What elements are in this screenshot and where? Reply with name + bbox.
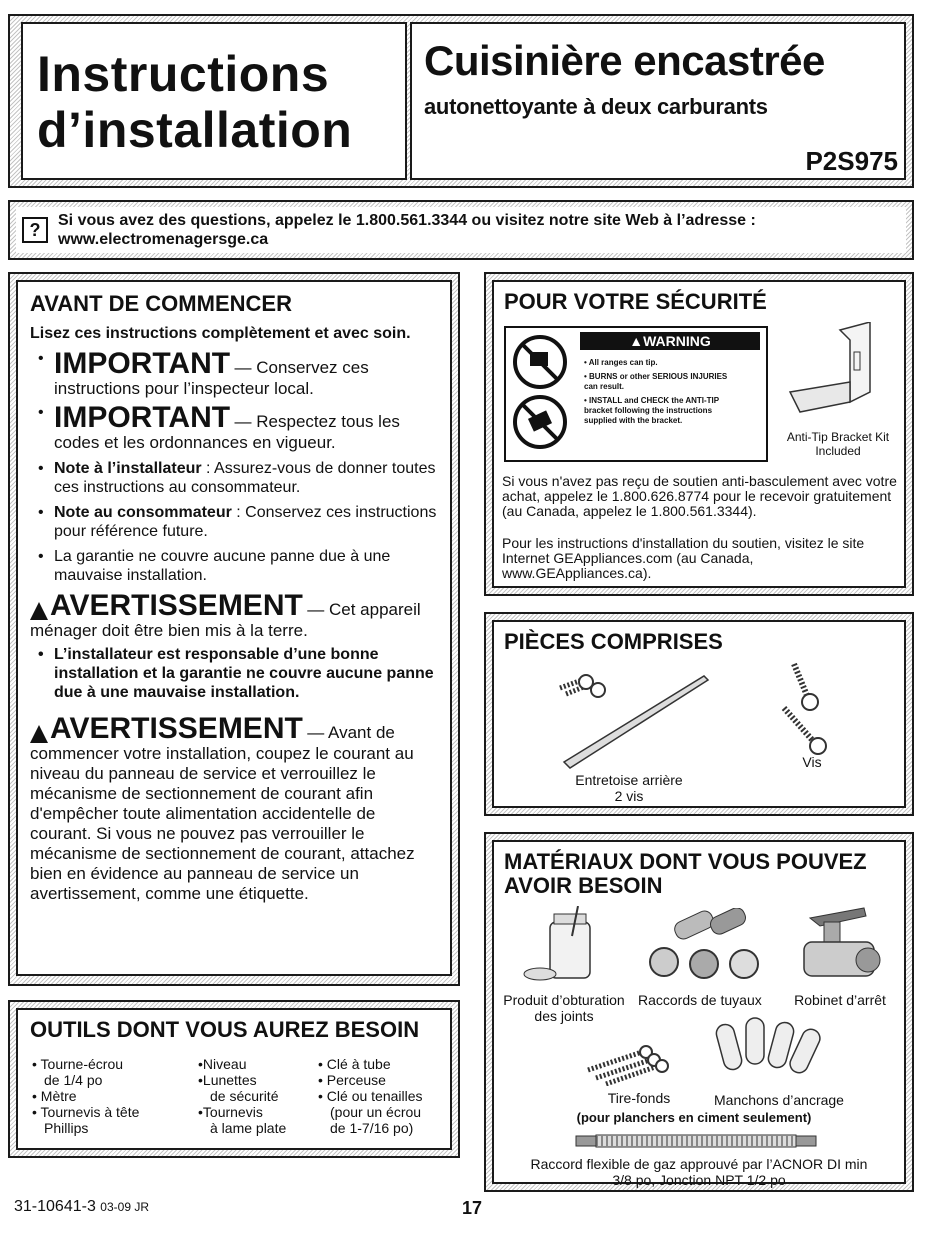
tool-item: • Mètre [32, 1088, 77, 1104]
important-note-2 [30, 403, 438, 453]
page-number: 17 [462, 1198, 483, 1218]
parts-included-panel [484, 612, 914, 816]
document-title: Instructions d’installation [37, 46, 353, 158]
warning-2 [30, 714, 438, 904]
tool-item: • Clé ou tenailles [318, 1088, 423, 1104]
tool-item: de 1/4 po [44, 1072, 103, 1088]
materials-panel [484, 832, 914, 1192]
important-word: IMPORTANT [54, 347, 231, 380]
tools-column-3 [318, 1056, 423, 1136]
installer-note-label: Note à l’installateur [54, 460, 202, 477]
tool-item: • Perceuse [318, 1072, 386, 1088]
warning-items [584, 358, 734, 426]
question-bar [8, 200, 914, 260]
question-icon: ? [22, 217, 48, 243]
product-box [410, 22, 906, 180]
warning-text: — Cet appareil ménager doit être bien mis à la terre. [30, 600, 421, 640]
tool-item: • Tournevis à tête [32, 1104, 140, 1120]
warning-item: • BURNS or other SERIOUS INJURIES can result. [584, 372, 728, 391]
product-name: Cuisinière encastrée [424, 37, 825, 84]
tools-panel [8, 1000, 460, 1158]
before-you-begin-panel [8, 272, 460, 986]
before-you-begin-content [16, 280, 452, 976]
safety-text-2: Pour les instructions d'installation du soutien, visitez le site Internet GEAppliances.com (au Canada, www.GEAppliances.ca). [502, 535, 865, 581]
section-title: AVANT DE COMMENCER [30, 291, 292, 316]
warning-word: AVERTISSEMENT [50, 712, 303, 745]
warning-triangle-icon [30, 725, 48, 743]
safety-text-1: Si vous n'avez pas reçu de soutien anti-basculement avec votre achat, appelez le 1.800.626.8774 pour le recevoir gratuitement (au Canada, appelez le 1.800.561.3344). [502, 473, 897, 519]
important-text: — Respectez tous les codes et les ordonnances en vigueur. [54, 412, 400, 452]
pipe-fittings-icon [634, 908, 774, 988]
anchor-sleeves-icon [712, 1014, 822, 1090]
consumer-note-label: Note au consommateur [54, 504, 232, 521]
header-box [8, 14, 914, 188]
intro-text: Lisez ces instructions complètement et avec soin. [30, 325, 411, 342]
installer-note-text: : Assurez-vous de donner toutes ces instructions au consommateur. [54, 460, 436, 496]
warning-triangle-icon: ▲ [629, 333, 644, 349]
warning-item: • All ranges can tip. [584, 358, 658, 367]
important-text: — Conservez ces instructions pour l’inspecteur local. [54, 358, 369, 398]
warning-word: AVERTISSEMENT [50, 589, 303, 622]
tools-content [16, 1008, 452, 1150]
bracket-caption: Anti-Tip Bracket Kit Included [786, 430, 890, 458]
shutoff-valve-icon [794, 906, 884, 990]
model-number: P2S975 [805, 146, 898, 176]
tool-item: de 1-7/16 po) [330, 1120, 414, 1136]
spacer-caption: Entretoise arrière [575, 772, 683, 788]
lag-screws-icon [582, 1026, 682, 1086]
safety-panel [484, 272, 914, 596]
warning-text: — Avant de commencer votre installation, coupez le courant au niveau du panneau de service et verrouillez le mécanisme de sectionnement de courant afin d'empêcher toute alimentation accidentelle de courant. Si vous ne pouvez pas verrouiller le mécanisme de sectionnement de courant, attachez bien en évidence au panneau de service un avertissement, comme une étiquette. [30, 723, 415, 903]
gas-connector-caption: Raccord flexible de gaz approuvé par l’ACNOR DI min 3/8 po, Jonction NPT 1/2 po [530, 1156, 868, 1188]
sealant-jar-icon [522, 906, 602, 986]
document-date: 03-09 JR [100, 1200, 149, 1214]
warranty-note: • La garantie ne couvre aucune panne due à une mauvaise installation. [30, 547, 438, 585]
tool-item: • Tourne-écrou [32, 1056, 124, 1072]
question-text: Si vous avez des questions, appelez le 1.800.561.3344 ou visitez notre site Web à l’adresse : www.electromenagersge.ca [58, 212, 756, 248]
warning-label-text: WARNING [643, 333, 711, 349]
sealant-caption: Produit d’obturation des joints [503, 992, 625, 1024]
important-word: IMPORTANT [54, 401, 231, 434]
lag-screws-caption: Tire-fonds [607, 1090, 671, 1106]
spacer-caption-screws: 2 vis [614, 788, 644, 804]
tool-item: •Lunettes [198, 1072, 257, 1088]
parts-content [492, 620, 906, 808]
tool-item: •Niveau [198, 1056, 247, 1072]
screws-caption: Vis [802, 754, 822, 770]
section-title: MATÉRIAUX DONT VOUS POUVEZ AVOIR BESOIN [504, 849, 867, 898]
warning-1-bullet: • L’installateur est responsable d’une bonne installation et la garantie ne couvre aucune panne due à une mauvaise installation. [30, 645, 438, 702]
warning-item: • INSTALL and CHECK the ANTI-TIP bracket following the instructions supplied with the bracket. [584, 396, 719, 425]
warning-header [580, 332, 760, 350]
tools-column-2 [198, 1056, 286, 1136]
anti-tip-bracket-icon [780, 322, 892, 422]
section-title: OUTILS DONT VOUS AUREZ BESOIN [30, 1017, 420, 1042]
materials-content [492, 840, 906, 1188]
screws-icon [774, 658, 854, 758]
fittings-caption: Raccords de tuyaux [638, 992, 762, 1008]
document-number: 31-10641-3 [14, 1198, 96, 1215]
installer-note [30, 459, 438, 497]
section-title: PIÈCES COMPRISES [504, 629, 723, 654]
valve-caption: Robinet d’arrêt [794, 992, 886, 1008]
tool-item: à lame plate [210, 1120, 287, 1136]
rear-spacer-icon [554, 672, 714, 772]
product-subtitle: autonettoyante à deux carburants [424, 94, 768, 119]
document-code [14, 1198, 149, 1216]
tool-item: (pour un écrou [330, 1104, 422, 1120]
important-note-1 [30, 349, 438, 399]
concrete-floor-note: (pour planchers en ciment seulement) [576, 1110, 812, 1125]
warning-triangle-icon [30, 602, 48, 620]
warning-1 [30, 591, 438, 641]
tools-column-1 [32, 1056, 139, 1136]
tool-item: •Tournevis [198, 1104, 263, 1120]
tool-item: • Clé à tube [318, 1056, 391, 1072]
title-box [21, 22, 407, 180]
section-title: POUR VOTRE SÉCURITÉ [504, 289, 767, 314]
tool-item: Phillips [44, 1120, 89, 1136]
question-bar-inner [16, 207, 906, 253]
safety-content [492, 280, 906, 588]
anchors-caption: Manchons d’ancrage [714, 1092, 844, 1108]
no-tip-icon [510, 334, 574, 454]
warning-label [504, 326, 768, 462]
consumer-note [30, 503, 438, 541]
consumer-note-text: : Conservez ces instructions pour référence future. [54, 504, 437, 540]
tool-item: de sécurité [210, 1088, 279, 1104]
flexible-gas-connector-icon [572, 1130, 822, 1152]
